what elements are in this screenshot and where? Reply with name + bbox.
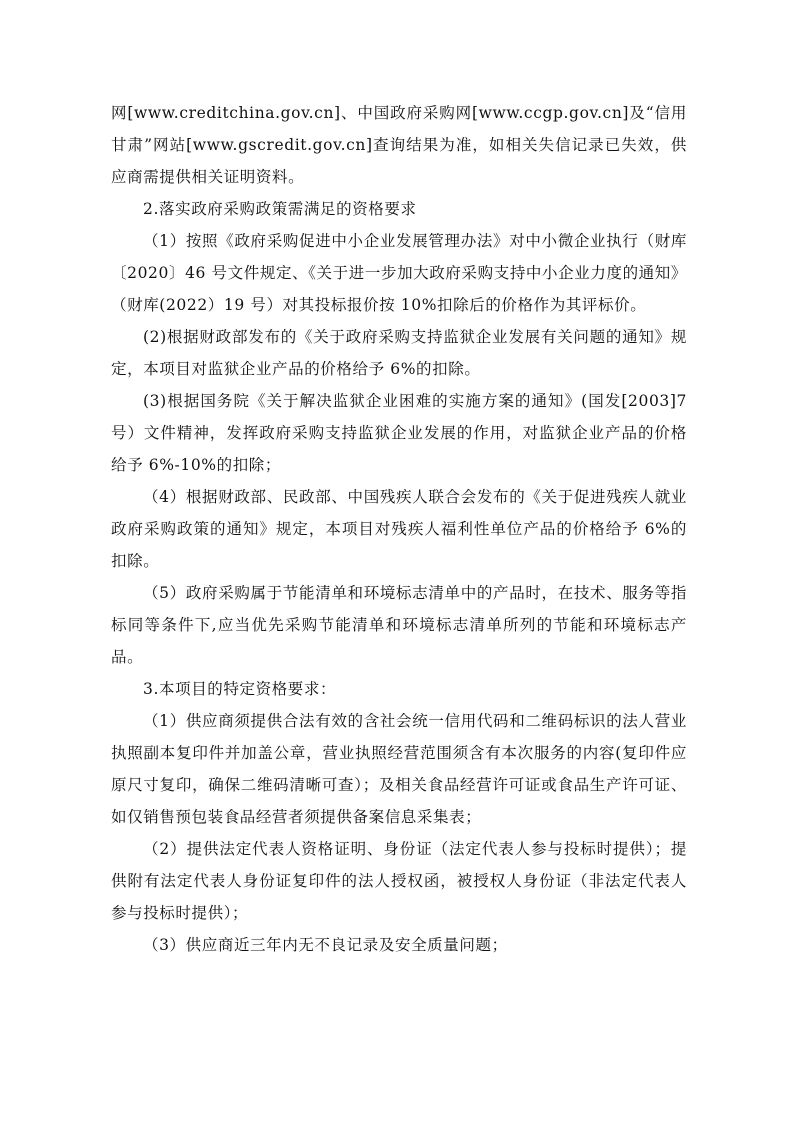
paragraph-specific-3: （3）供应商近三年内无不良记录及安全质量问题； bbox=[143, 936, 508, 954]
paragraph-specific-2: （2）提供法定代表人资格证明、身份证（法定代表人参与投标时提供）；提供附有法定代表人身份证复印件的法人授权函，被授权人身份证（非法定代表人参与投标时提供）； bbox=[111, 840, 687, 922]
paragraph-policy-3: (3)根据国务院《关于解决监狱企业困难的实施方案的通知》(国发[2003]7号）文件精神，发挥政府采购支持监狱企业发展的作用，对监狱企业产品的价格给予 6%-10%的扣除； bbox=[111, 392, 687, 474]
section-heading-policy-requirements: 2.落实政府采购政策需满足的资格要求 bbox=[143, 200, 417, 218]
paragraph-policy-5: （5）政府采购属于节能清单和环境标志清单中的产品时，在技术、服务等指标同等条件下,应当优先采购节能清单和环境标志清单所列的节能和环境标志产品。 bbox=[111, 584, 687, 666]
paragraph-intro-continuation: 网[www.creditchina.gov.cn]、中国政府采购网[www.ccgp.gov.cn]及“信用甘肃”网站[www.gscredit.gov.cn]查询结果为准，如相关失信记录已失效，供应商需提供相关证明资料。 bbox=[111, 104, 687, 186]
paragraph-policy-2: (2)根据财政部发布的《关于政府采购支持监狱企业发展有关问题的通知》规定，本项目对监狱企业产品的价格给予 6%的扣除。 bbox=[111, 328, 687, 378]
paragraph-policy-4: （4）根据财政部、民政部、中国残疾人联合会发布的《关于促进残疾人就业政府采购政策的通知》规定，本项目对残疾人福利性单位产品的价格给予 6%的扣除。 bbox=[111, 488, 687, 570]
paragraph-policy-1: （1）按照《政府采购促进中小企业发展管理办法》对中小微企业执行（财库〔2020〕46 号文件规定、《关于进一步加大政府采购支持中小企业力度的通知》（财库(2022）19 号）对其投标报价按 10%扣除后的价格作为其评标价。 bbox=[111, 232, 687, 314]
paragraph-specific-1: （1）供应商须提供合法有效的含社会统一信用代码和二维码标识的法人营业执照副本复印件并加盖公章，营业执照经营范围须含有本次服务的内容(复印件应原尺寸复印，确保二维码清晰可查）；及相关食品经营许可证或食品生产许可证、如仅销售预包装食品经营者须提供备案信息采集表； bbox=[111, 712, 687, 826]
document-body bbox=[111, 97, 687, 961]
section-heading-specific-requirements: 3.本项目的特定资格要求： bbox=[143, 680, 337, 698]
